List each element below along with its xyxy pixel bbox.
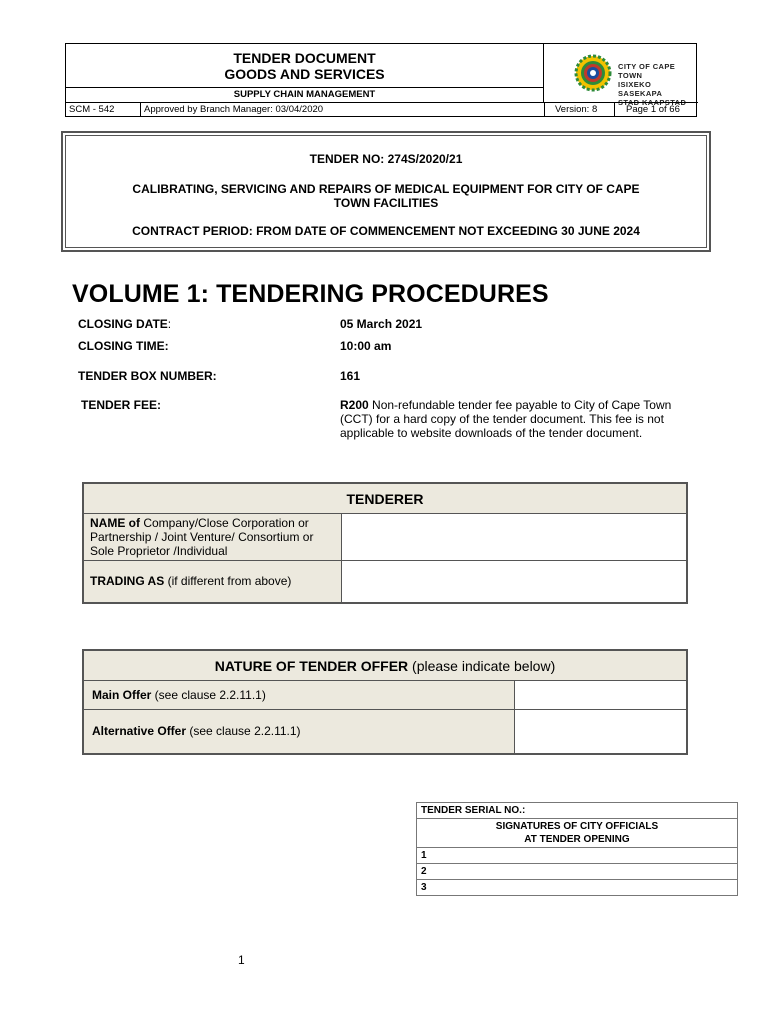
- header-title-line1: TENDER DOCUMENT: [233, 50, 376, 66]
- tender-number: TENDER NO: 274S/2020/21: [309, 152, 463, 166]
- trading-as-field[interactable]: [342, 561, 688, 603]
- tender-offer-table: [82, 649, 688, 755]
- closing-time-value: 10:00 am: [340, 339, 392, 353]
- page-count-text: Page 1 of 66: [614, 103, 698, 117]
- version-text: Version: 8: [544, 103, 614, 117]
- tender-fee-description: R200 Non-refundable tender fee payable to City of Cape Town (CCT) for a hard copy of the tender document. This fee is not applicable to website downloads of the tender document.: [340, 398, 672, 440]
- document-header: [65, 43, 697, 117]
- page-number: 1: [238, 953, 245, 967]
- signature-row-2[interactable]: 2: [417, 864, 738, 880]
- closing-date-label: CLOSING DATE:: [78, 317, 172, 331]
- logo-text-line2: ISIXEKO SASEKAPA: [618, 80, 663, 98]
- tender-fee-label: TENDER FEE:: [81, 398, 162, 412]
- signatures-heading: SIGNATURES OF CITY OFFICIALS AT TENDER OPENING: [417, 819, 738, 848]
- logo-text-line3: STAD KAAPSTAD: [618, 98, 687, 107]
- alternative-offer-field[interactable]: [515, 710, 688, 754]
- header-meta-row: [66, 102, 698, 117]
- closing-time-label: CLOSING TIME:: [78, 339, 169, 353]
- tenderer-table: [82, 482, 688, 604]
- tender-description-line1: CALIBRATING, SERVICING AND REPAIRS OF MEDICAL EQUIPMENT FOR CITY OF CAPE: [132, 182, 640, 196]
- doc-code: SCM - 542: [69, 104, 115, 115]
- name-label: NAME of Company/Close Corporation or Partnership / Joint Venture/ Consortium or Sole Proprietor /Individual: [83, 514, 342, 561]
- tender-serial-table: [416, 802, 738, 896]
- trading-as-label: TRADING AS (if different from above): [83, 561, 342, 603]
- main-offer-label: Main Offer (see clause 2.2.11.1): [83, 681, 515, 710]
- header-title-cell: [66, 44, 544, 88]
- city-logo: [544, 44, 698, 107]
- tender-info-box: [61, 131, 711, 252]
- tender-box-value: 161: [340, 369, 361, 383]
- logo-text-line1: CITY OF CAPE TOWN: [618, 62, 676, 80]
- contract-period: CONTRACT PERIOD: FROM DATE OF COMMENCEMENT NOT EXCEEDING 30 JUNE 2024: [132, 224, 640, 238]
- closing-date-value: 05 March 2021: [340, 317, 423, 331]
- volume-title: VOLUME 1: TENDERING PROCEDURES: [72, 280, 549, 308]
- tender-description-line2: TOWN FACILITIES: [333, 196, 439, 210]
- alternative-offer-label: Alternative Offer (see clause 2.2.11.1): [83, 710, 515, 754]
- header-department: SUPPLY CHAIN MANAGEMENT: [66, 88, 544, 102]
- name-field[interactable]: [342, 514, 688, 561]
- header-title-line2: GOODS AND SERVICES: [224, 66, 385, 82]
- main-offer-field[interactable]: [515, 681, 688, 710]
- approval-text: Approved by Branch Manager: 03/04/2020: [140, 103, 544, 117]
- signature-row-1[interactable]: 1: [417, 848, 738, 864]
- tenderer-heading: TENDERER: [83, 483, 687, 514]
- offer-heading: NATURE OF TENDER OFFER (please indicate below): [83, 650, 687, 681]
- serial-heading: TENDER SERIAL NO.:: [417, 803, 738, 819]
- tender-box-label: TENDER BOX NUMBER:: [78, 369, 217, 383]
- signature-row-3[interactable]: 3: [417, 880, 738, 896]
